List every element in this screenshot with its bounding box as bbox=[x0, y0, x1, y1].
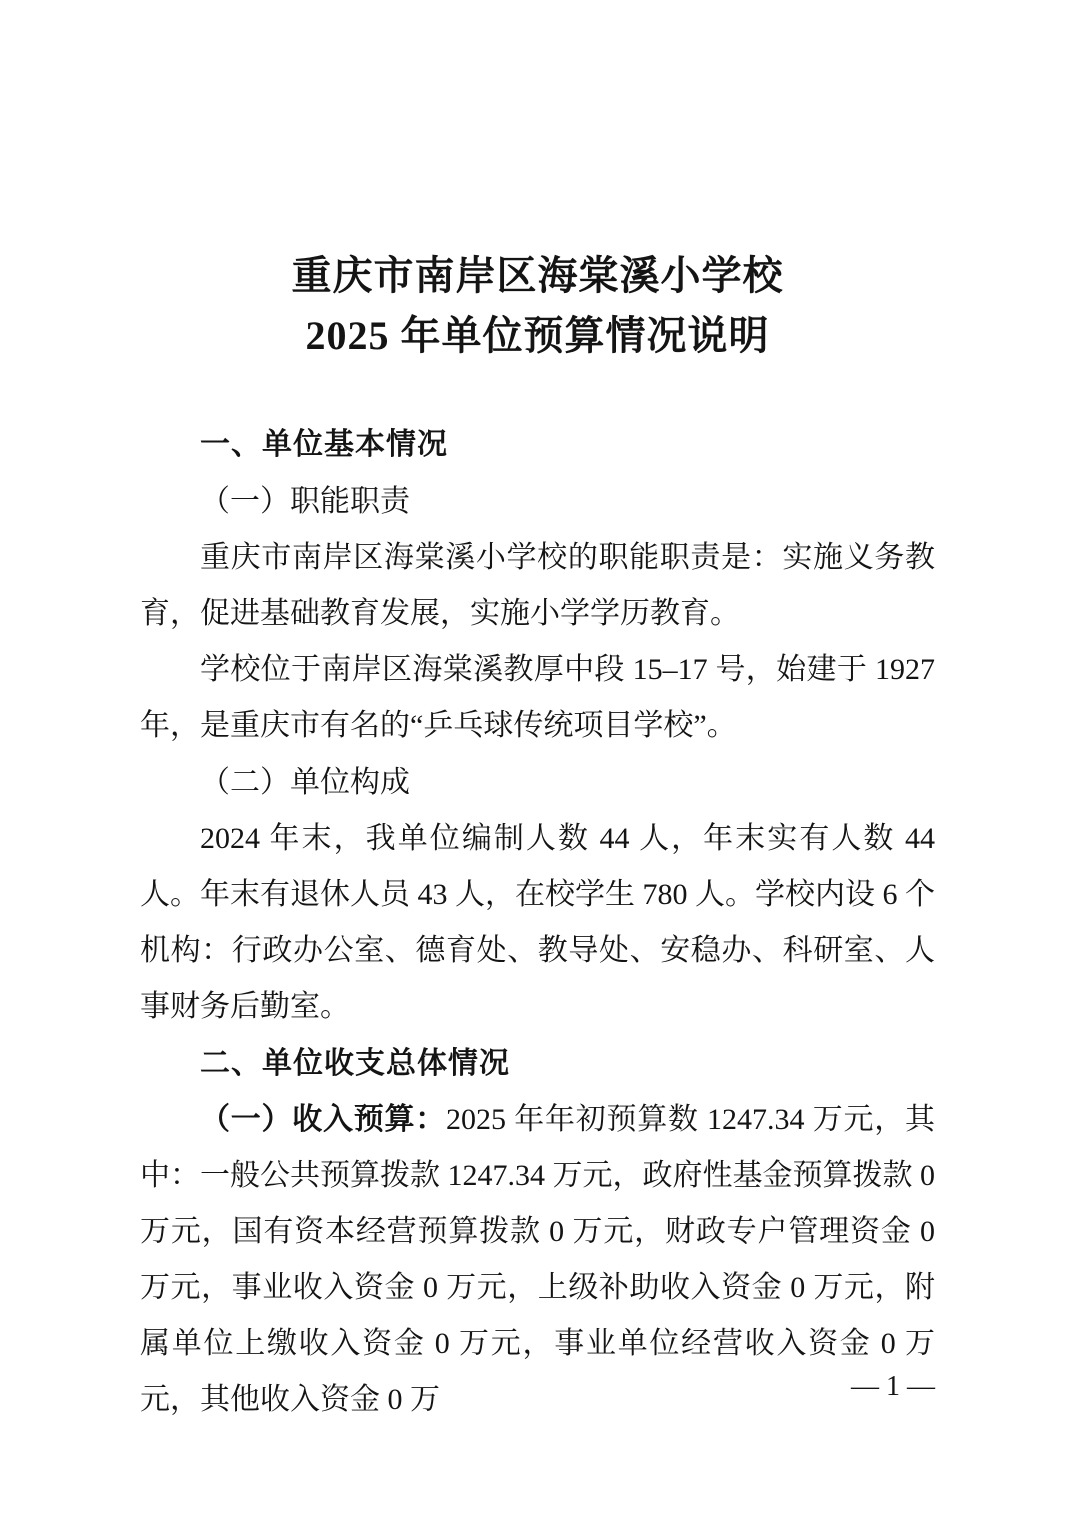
paragraph-lead: （一）收入预算： bbox=[200, 1103, 446, 1136]
paragraph: 学校位于南岸区海棠溪教厚中段 15–17 号，始建于 1927 年，是重庆市有名的“乒乓球传统项目学校”。 bbox=[140, 653, 935, 742]
paragraph-text: 2025 年年初预算数 1247.34 万元，其中：一般公共预算拨款 1247.34 万元，政府性基金预算拨款 0 万元，国有资本经营预算拨款 0 万元，财政专户管理资金 0 万元，事业收入资金 0 万元，上级补助收入资金 0 万元，附属单位上缴收入资金 0 万元，事业单位经营收入资金 0 万元，其他收入资金 0 万 bbox=[140, 1103, 935, 1416]
page-number: — 1 — bbox=[851, 1371, 935, 1402]
document-title bbox=[140, 246, 935, 366]
paragraph: 重庆市南岸区海棠溪小学校的职能职责是：实施义务教育，促进基础教育发展，实施小学学历教育。 bbox=[140, 541, 935, 630]
subheading: （二）单位构成 bbox=[200, 766, 410, 799]
title-line-2: 2025 年单位预算情况说明 bbox=[305, 313, 770, 358]
section-heading: 一、单位基本情况 bbox=[200, 428, 448, 461]
paragraph: 2024 年末，我单位编制人数 44 人，年末实有人数 44 人。年末有退休人员 43 人，在校学生 780 人。学校内设 6 个机构：行政办公室、德育处、教导处、安稳办、科研室、人事财务后勤室。 bbox=[140, 822, 935, 1023]
section-heading: 二、单位收支总体情况 bbox=[200, 1047, 510, 1080]
paragraph bbox=[140, 1092, 935, 1428]
title-line-1: 重庆市南岸区海棠溪小学校 bbox=[291, 253, 784, 298]
document-body bbox=[140, 416, 935, 1428]
subheading: （一）职能职责 bbox=[200, 485, 410, 518]
page-footer bbox=[851, 1372, 935, 1402]
